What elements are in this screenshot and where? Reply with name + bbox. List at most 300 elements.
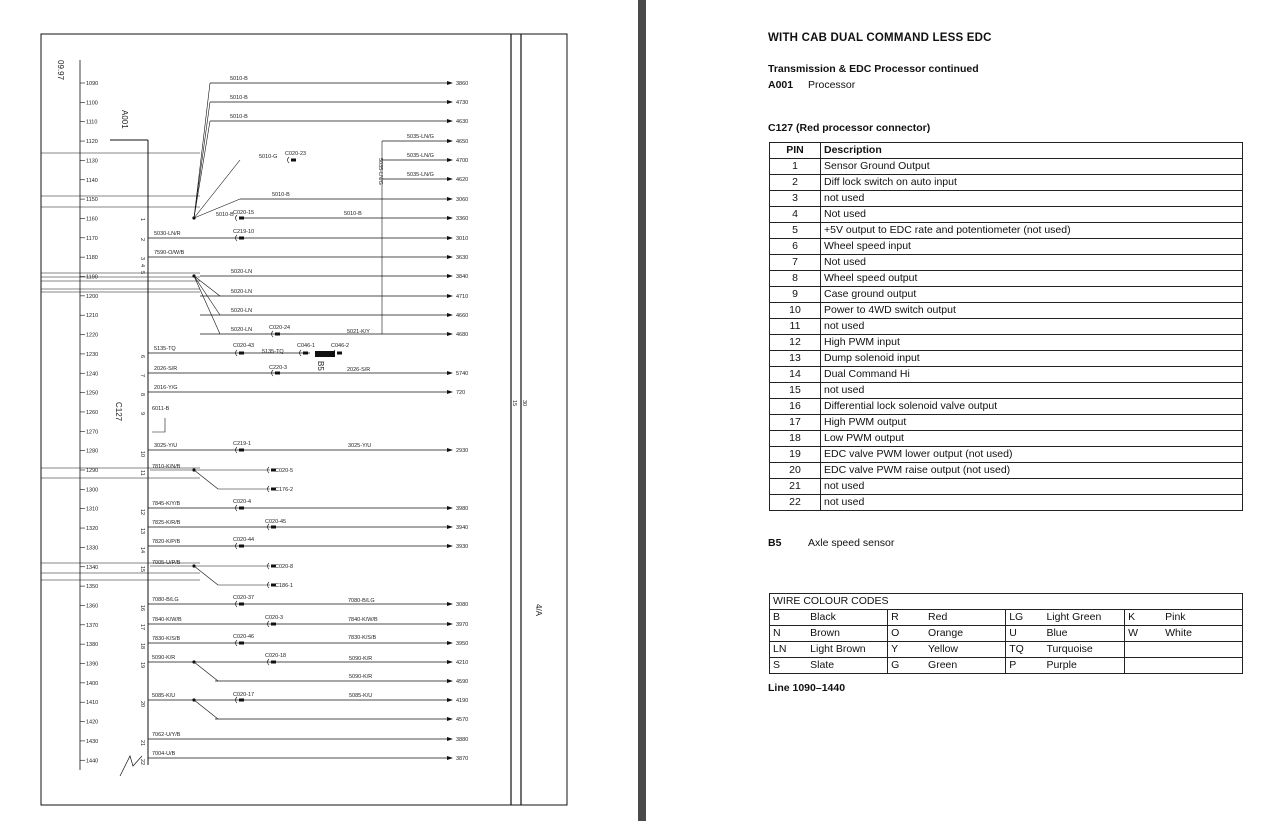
colour-code	[1125, 658, 1163, 674]
splice-branch	[194, 121, 210, 218]
connector-label: C020-44	[233, 537, 255, 543]
wire-destination: 4730	[456, 100, 469, 106]
line-number: 1320	[86, 526, 99, 533]
pin-table-header	[770, 143, 1243, 159]
connector-pin-number: 21	[139, 740, 145, 747]
pin-number: 8	[770, 271, 821, 287]
wire-label: 7080-B/LG	[152, 597, 179, 603]
line-number: 1210	[86, 313, 99, 320]
pin-description: Case ground output	[821, 287, 1243, 303]
connector-label: C020-4	[233, 499, 252, 505]
line-number: 1230	[86, 351, 99, 358]
wire-colour-row	[770, 658, 1243, 674]
pin-number: 3	[770, 191, 821, 207]
splice-branch	[194, 566, 218, 585]
wire-label: 5090-K/R	[349, 656, 373, 662]
pin-number: 20	[770, 463, 821, 479]
pin-description: Not used	[821, 207, 1243, 223]
pin-number: 19	[770, 447, 821, 463]
line-number: 1160	[86, 216, 98, 223]
connector-pin-number: 14	[139, 547, 145, 554]
connector-pin	[239, 507, 244, 510]
wire-colour-row	[770, 642, 1243, 658]
connector-pin	[239, 237, 244, 240]
sensor-code: B5	[768, 537, 782, 549]
connector-pin-number: 7	[139, 374, 145, 378]
connector-pin-number: 19	[139, 662, 145, 669]
connector-pin	[239, 642, 244, 645]
line-number: 1380	[86, 642, 99, 649]
wire-destination: 3940	[456, 525, 469, 531]
pin-number: 6	[770, 239, 821, 255]
page-gutter	[638, 0, 646, 821]
pin-description: Power to 4WD switch output	[821, 303, 1243, 319]
legend-page	[646, 0, 1286, 821]
connector-pin-number: 12	[139, 509, 145, 516]
ground-wire	[152, 418, 165, 432]
wire-destination: 3880	[456, 737, 469, 743]
pin-row	[770, 367, 1243, 383]
wire-colour-row	[770, 626, 1243, 642]
colour-name: Green	[925, 658, 1006, 674]
line-number: 1170	[86, 235, 98, 242]
wire-label: 7830-K/S/B	[152, 636, 181, 642]
wire-label: 7840-K/W/B	[152, 617, 182, 623]
connector-label: C020-15	[233, 210, 255, 216]
pin-number: 21	[770, 479, 821, 495]
line-number: 1280	[86, 448, 99, 455]
connector-pin-number: 6	[139, 355, 145, 359]
wire-label: 2026-S/R	[154, 366, 178, 372]
pin-description: not used	[821, 191, 1243, 207]
wire-arrow	[447, 158, 453, 162]
connector-pin-number: 11	[139, 470, 145, 476]
connector-pin	[239, 699, 244, 702]
pin-description: High PWM output	[821, 415, 1243, 431]
wire-label: 5090-K/R	[152, 655, 176, 661]
pin-number: 14	[770, 367, 821, 383]
colour-name: Pink	[1162, 610, 1242, 626]
wire-label: 5010-B	[272, 192, 290, 198]
line-number: 1430	[86, 738, 99, 745]
wire-arrow	[447, 216, 453, 220]
splice-branch	[194, 276, 220, 296]
colour-name: Red	[925, 610, 1006, 626]
wire-destination: 3840	[456, 274, 469, 280]
wire-label: 7825-K/R/B	[152, 520, 181, 526]
wire-label: 5135-TQ	[154, 346, 176, 352]
colour-name	[1162, 642, 1242, 658]
connector-pin	[275, 372, 280, 375]
connector-pin	[271, 623, 276, 626]
connector-pin-number: 22	[139, 759, 145, 766]
pin-row	[770, 447, 1243, 463]
connector-label: C020-17	[233, 692, 255, 698]
left-ref-label: 15	[511, 400, 517, 407]
connector-pin	[271, 661, 276, 664]
line-number: 1180	[86, 255, 98, 262]
wire-colour-title: WIRE COLOUR CODES	[770, 594, 1243, 610]
colour-name: Purple	[1043, 658, 1124, 674]
colour-code: U	[1006, 626, 1044, 642]
connector-pin	[291, 159, 296, 162]
connector-label: C176-2	[275, 487, 294, 493]
pin-description: not used	[821, 383, 1243, 399]
pin-number: 22	[770, 495, 821, 511]
connector-label: C020-43	[233, 343, 255, 349]
wire-destination: 3010	[456, 236, 469, 242]
pin-row	[770, 175, 1243, 191]
colour-code	[1125, 642, 1163, 658]
wire-destination: 4620	[456, 177, 469, 183]
wire-destination: 4650	[456, 139, 469, 145]
wire-label: 5020-LN	[231, 308, 253, 314]
wire-label: 7062-U/Y/B	[152, 732, 181, 738]
pin-description: EDC valve PWM raise output (not used)	[821, 463, 1243, 479]
wire-destination: 4570	[456, 717, 469, 723]
connector-label: C020-8	[275, 564, 294, 570]
connector-label: C020-3	[265, 615, 284, 621]
line-number: 1100	[86, 100, 98, 107]
line-number: 1200	[86, 293, 99, 300]
revision-label: 09.97	[56, 60, 65, 81]
colour-name: Brown	[807, 626, 887, 642]
wire-arrow	[447, 313, 453, 317]
connector-pin	[239, 603, 244, 606]
wire-arrow	[447, 236, 453, 240]
wire-arrow	[447, 197, 453, 201]
line-number: 1090	[86, 81, 99, 87]
wire-destination: 3980	[456, 506, 469, 512]
wire-label: 7810-K/N/B	[152, 464, 181, 470]
wire-label: 7840-K/W/B	[348, 617, 378, 623]
pin-row	[770, 383, 1243, 399]
connector-label: C020-24	[269, 325, 291, 331]
component-label: A001	[120, 110, 129, 129]
pin-row	[770, 271, 1243, 287]
wire-label: 7005-U/P/B	[152, 560, 181, 566]
pin-description: Dump solenoid input	[821, 351, 1243, 367]
connector-label: C020-5	[275, 468, 294, 474]
pin-row	[770, 415, 1243, 431]
wire-label: 5035-LN/G	[407, 172, 434, 178]
colour-code: S	[770, 658, 808, 674]
component-description: Processor	[808, 79, 856, 91]
pin-number: 12	[770, 335, 821, 351]
pin-row	[770, 335, 1243, 351]
wire-arrow	[447, 390, 453, 394]
pin-number: 15	[770, 383, 821, 399]
pin-row	[770, 255, 1243, 271]
pin-description: EDC valve PWM lower output (not used)	[821, 447, 1243, 463]
wire-arrow	[447, 332, 453, 336]
wire-label: 5020-LN	[231, 269, 253, 275]
colour-name: Turquoise	[1043, 642, 1124, 658]
wire-destination: 720	[456, 390, 466, 396]
wire-arrow	[447, 119, 453, 123]
right-ref-label: 30	[521, 400, 527, 407]
connector-label: C219-1	[233, 441, 252, 447]
line-number: 1420	[86, 719, 99, 726]
line-number: 1400	[86, 680, 99, 687]
wire-label: 7845-K/Y/B	[152, 501, 181, 507]
pin-number: 11	[770, 319, 821, 335]
wire-arrow	[447, 274, 453, 278]
wire-colour-row	[770, 610, 1243, 626]
pin-number: 5	[770, 223, 821, 239]
connector-label: C046-1	[297, 343, 316, 349]
wire-destination: 4660	[456, 313, 469, 319]
wire-label: 5021-K/Y	[347, 329, 370, 335]
colour-code: Y	[888, 642, 925, 658]
wire-arrow	[447, 602, 453, 606]
wire-label: 6011-B	[152, 406, 170, 412]
pin-description: Wheel speed input	[821, 239, 1243, 255]
wire-destination: 5740	[456, 371, 469, 377]
wire-destination: 3950	[456, 641, 469, 647]
connector-label: C219-10	[233, 229, 255, 235]
wire-colour-table	[769, 593, 1243, 674]
pin-number: 7	[770, 255, 821, 271]
colour-name: Blue	[1043, 626, 1124, 642]
pin-row	[770, 319, 1243, 335]
connector-pin	[239, 217, 244, 220]
pin-row	[770, 463, 1243, 479]
pin-description: Differential lock solenoid valve output	[821, 399, 1243, 415]
description-header: Description	[821, 143, 1243, 159]
sensor-description: Axle speed sensor	[808, 537, 895, 549]
splice-branch	[194, 470, 218, 489]
connector-pin	[239, 352, 244, 355]
connector-label: C046-2	[331, 343, 350, 349]
page-title: WITH CAB DUAL COMMAND LESS EDC	[768, 32, 992, 44]
pin-row	[770, 399, 1243, 415]
sensor-entry	[768, 537, 894, 549]
wire-label: 5020-LN	[231, 289, 253, 295]
wire-destination: 4210	[456, 660, 469, 666]
pin-description: Wheel speed output	[821, 271, 1243, 287]
wire-label: 2026-S/R	[347, 367, 371, 373]
line-number: 1410	[86, 700, 99, 707]
pin-row	[770, 223, 1243, 239]
wire-arrow	[447, 641, 453, 645]
wire-destination: 4700	[456, 158, 469, 164]
pin-description: High PWM input	[821, 335, 1243, 351]
connector-pin-number: 18	[139, 643, 145, 650]
colour-name: Slate	[807, 658, 887, 674]
pin-number: 9	[770, 287, 821, 303]
wire-arrow	[447, 756, 453, 760]
pin-number: 4	[770, 207, 821, 223]
section-subtitle: Transmission & EDC Processor continued	[768, 63, 979, 75]
wire-arrow	[447, 698, 453, 702]
pin-table	[769, 142, 1243, 511]
connector-pin	[337, 352, 342, 355]
wire-arrow	[447, 525, 453, 529]
line-number: 1240	[86, 371, 99, 378]
wire-label: 5135-TQ	[262, 349, 284, 355]
wire-destination: 4190	[456, 698, 469, 704]
line-number: 1330	[86, 545, 99, 552]
line-number: 1350	[86, 584, 99, 591]
pin-number: 2	[770, 175, 821, 191]
colour-name: Orange	[925, 626, 1006, 642]
connector-label: C020-23	[285, 151, 307, 157]
connector-pin	[239, 449, 244, 452]
wire-label: 7820-K/P/B	[152, 539, 181, 545]
line-number: 1220	[86, 332, 99, 339]
wire-arrow	[447, 622, 453, 626]
wire-arrow	[447, 371, 453, 375]
wire-label: 5010-B	[216, 212, 234, 218]
wire-label: 3025-Y/U	[154, 443, 178, 449]
break-mark	[120, 756, 142, 776]
connector-pin-number: 16	[139, 605, 145, 612]
colour-code: G	[888, 658, 925, 674]
wire-label: 5090-K/R	[349, 674, 373, 680]
wire-arrow	[447, 544, 453, 548]
wire-label: 5010-B	[230, 76, 248, 82]
line-number: 1340	[86, 564, 99, 571]
connector-label: C020-45	[265, 519, 287, 525]
connector-pin	[303, 352, 308, 355]
wire-label: 5035-LN/G	[407, 134, 434, 140]
connector-pin-number: 10	[139, 451, 145, 458]
line-number: 1190	[86, 274, 98, 281]
wire-label: 2016-Y/G	[154, 385, 178, 391]
pin-number: 17	[770, 415, 821, 431]
wire-destination: 3360	[456, 216, 469, 222]
colour-code: B	[770, 610, 808, 626]
wire-destination: 3930	[456, 544, 469, 550]
wire-arrow	[447, 100, 453, 104]
line-number: 1390	[86, 661, 99, 668]
line-number: 1250	[86, 390, 99, 397]
line-number: 1290	[86, 468, 99, 474]
wire-label: 5020-LN	[231, 327, 253, 333]
wire-arrow	[447, 139, 453, 143]
connector-pin-number: 1	[139, 218, 145, 222]
wire-arrow	[447, 506, 453, 510]
connector-label: C186-1	[275, 583, 294, 589]
sensor-body	[315, 351, 335, 357]
connector-pin-number: 3	[139, 257, 145, 261]
wire-destination: 4680	[456, 332, 469, 338]
connector-socket	[288, 157, 290, 163]
pin-row	[770, 431, 1243, 447]
pin-row	[770, 495, 1243, 511]
colour-name: Light Brown	[807, 642, 887, 658]
line-range: Line 1090–1440	[768, 682, 846, 694]
pin-row	[770, 287, 1243, 303]
wire-label: 5010-B	[230, 95, 248, 101]
splice-branch	[194, 276, 220, 315]
pin-row	[770, 239, 1243, 255]
pin-number: 13	[770, 351, 821, 367]
line-number: 1270	[86, 429, 99, 436]
connector-pin-number: 5	[139, 271, 145, 275]
line-number: 1130	[86, 158, 98, 165]
wire-label: 7830-K/S/B	[348, 635, 377, 641]
pin-number: 1	[770, 159, 821, 175]
page-ref-label: 4/A	[534, 604, 543, 617]
connector-label: C127	[114, 402, 123, 422]
connector-pin-number: 15	[139, 566, 145, 573]
wire-destination: 3970	[456, 622, 469, 628]
connector-pin	[275, 333, 280, 336]
colour-code: LG	[1006, 610, 1044, 626]
colour-name: Yellow	[925, 642, 1006, 658]
splice-branch	[194, 83, 210, 218]
wire-arrow	[447, 81, 453, 85]
wire-destination: 4710	[456, 294, 469, 300]
wire-arrow	[447, 177, 453, 181]
component-entry	[768, 79, 855, 91]
pin-description: not used	[821, 319, 1243, 335]
pin-description: not used	[821, 479, 1243, 495]
component-code: A001	[768, 79, 794, 91]
pin-description: not used	[821, 495, 1243, 511]
wire-destination: 4630	[456, 119, 469, 125]
line-number: 1120	[86, 139, 98, 146]
wire-destination: 4590	[456, 679, 469, 685]
wire-arrow	[447, 737, 453, 741]
line-number: 1260	[86, 409, 99, 416]
wire-label: 5010-G	[259, 154, 278, 160]
wire-destination: 3080	[456, 602, 469, 608]
connector-pin-number: 2	[139, 238, 145, 242]
colour-code: O	[888, 626, 925, 642]
pin-description: Low PWM output	[821, 431, 1243, 447]
wire-label: 3025-Y/U	[348, 443, 372, 449]
connector-pin-number: 13	[139, 528, 145, 535]
wire-arrow	[447, 448, 453, 452]
connector-pin-number: 4	[139, 264, 145, 268]
connector-pin-number: 17	[139, 624, 145, 631]
line-number: 1440	[86, 758, 99, 765]
line-number: 1310	[86, 506, 99, 513]
colour-name: Light Green	[1043, 610, 1124, 626]
colour-name: White	[1162, 626, 1242, 642]
splice-branch	[194, 700, 218, 719]
pin-description: Dual Command Hi	[821, 367, 1243, 383]
connector-pin	[239, 545, 244, 548]
pin-description: Not used	[821, 255, 1243, 271]
wire-destination: 3630	[456, 255, 469, 261]
connector-pin-number: 20	[139, 701, 145, 708]
connector-label: C020-46	[233, 634, 255, 640]
wire-label: 7590-O/W/B	[154, 250, 185, 256]
pin-number: 16	[770, 399, 821, 415]
connector-pin-number: 8	[139, 393, 145, 397]
wiring-diagram-page	[0, 0, 638, 821]
pin-number: 10	[770, 303, 821, 319]
wire-label: 5035-LN/G	[407, 153, 434, 159]
line-number: 1360	[86, 603, 99, 610]
colour-code: LN	[770, 642, 808, 658]
pin-description: +5V output to EDC rate and potentiometer (not used)	[821, 223, 1243, 239]
line-number: 1300	[86, 487, 99, 494]
colour-name: Black	[807, 610, 887, 626]
colour-code: P	[1006, 658, 1044, 674]
wire-label: 7004-U/B	[152, 751, 176, 757]
pin-number: 18	[770, 431, 821, 447]
splice-branch	[194, 276, 220, 334]
colour-code: R	[888, 610, 925, 626]
colour-code: TQ	[1006, 642, 1044, 658]
connector-pin-number: 9	[139, 412, 145, 416]
wire-label: 5010-B	[230, 114, 248, 120]
